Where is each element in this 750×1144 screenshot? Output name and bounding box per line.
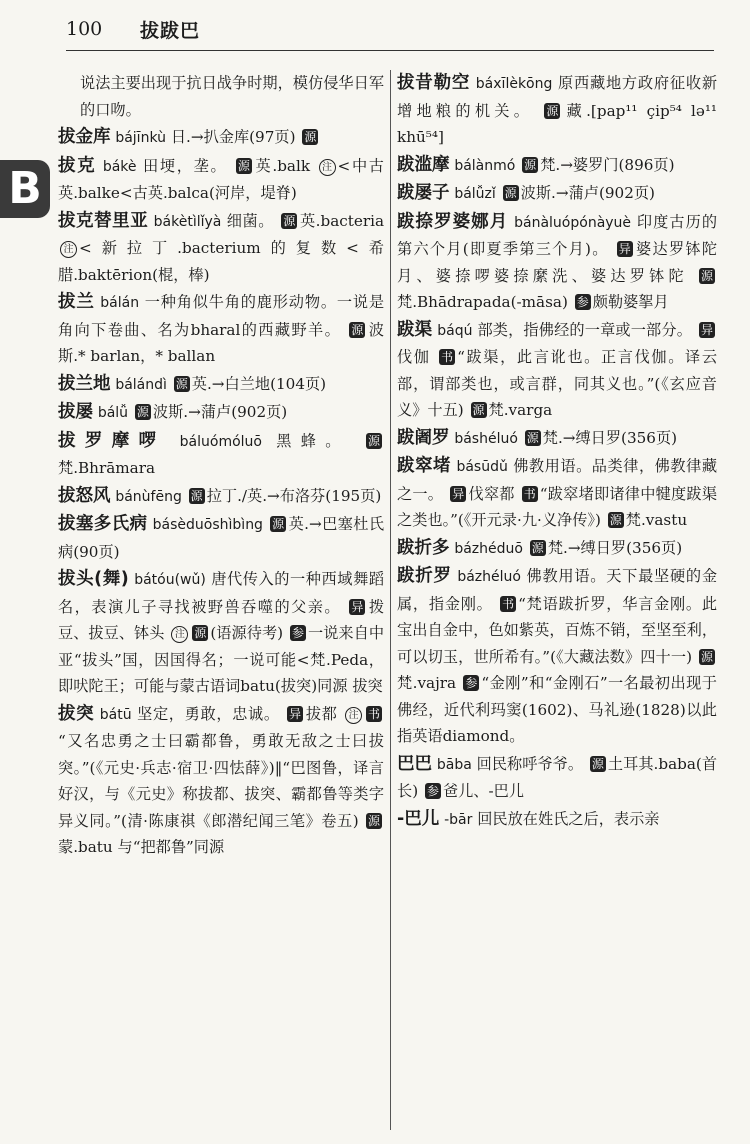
source-marker-icon: 源 (591, 756, 604, 771)
source-marker-icon: 异 (701, 322, 714, 337)
left-column (58, 70, 384, 862)
source-marker-icon: 源 (190, 488, 203, 503)
headword: 拔兰 (58, 292, 95, 312)
source-marker-icon: 源 (524, 157, 537, 172)
source-marker-icon: 书 (441, 350, 454, 364)
source-marker-icon: 源 (136, 405, 149, 419)
dictionary-entry (397, 425, 717, 453)
dictionary-entry (397, 563, 717, 750)
headword: 跋窣堵 (397, 456, 452, 476)
pinyin: bázhéluó (457, 569, 521, 585)
dictionary-entry (58, 511, 384, 565)
definition-text: 拔突 (352, 677, 383, 695)
definition-text: 一种角似牛角的鹿形动物。一说是角向下卷曲、名为bharal的西藏野羊。 (58, 293, 385, 339)
headword: -巴儿 (397, 808, 440, 829)
pinyin: bátū (99, 706, 132, 723)
headword: 拔怒风 (58, 485, 111, 506)
pinyin: -bār (444, 811, 473, 828)
source-marker-icon: 参 (465, 676, 478, 690)
source-marker-icon: 源 (504, 186, 517, 200)
definition-text: 回民放在姓氏之后，表示亲 (477, 809, 660, 828)
headword: 跋渠 (397, 319, 433, 340)
definition-text: “跋渠，此言讹也。正言伐伽。译云部，谓部类也，或言群，同其义也。”(《玄应音义》十五) (397, 348, 718, 419)
page-header (66, 14, 716, 50)
definition-text: 佛教用语。天下最坚硬的金属，指金刚。 (397, 567, 718, 613)
definition-text: 田埂，垄。 (143, 156, 228, 175)
source-marker-icon: 源 (546, 103, 559, 118)
source-marker-icon: 源 (700, 649, 713, 664)
definition-text: 梵.→婆罗门(896页) (540, 155, 675, 174)
headword: 跋捺罗婆娜月 (397, 211, 509, 232)
headword: 跋折罗 (397, 566, 452, 586)
pinyin: báxīlèkōng (475, 76, 553, 92)
headword: 拔罗摩啰 (58, 430, 166, 451)
running-head: 拔跋巴 (140, 20, 201, 42)
headword: 拔屡 (58, 402, 93, 422)
source-marker-icon: 源 (531, 540, 544, 555)
dictionary-entry (397, 180, 717, 208)
pinyin: bánùfēng (115, 488, 182, 505)
definition-text: 日.→扒金库(97页) (170, 128, 296, 146)
dictionary-entry (58, 371, 384, 399)
source-marker-icon: 书 (523, 486, 536, 501)
source-marker-icon: 异 (289, 706, 302, 721)
pinyin: bákètìlǐyà (153, 213, 222, 230)
headword: 跋折多 (397, 537, 450, 558)
pinyin: bánàluópónàyuè (514, 214, 632, 231)
header-rule (66, 50, 714, 51)
definition-text: 梵.Bhādrapada(-māsa) (397, 293, 568, 311)
source-marker-icon: 参 (426, 784, 439, 798)
dictionary-entry (397, 209, 717, 316)
note-circle-icon: 注 (345, 707, 362, 724)
note-circle-icon: 注 (171, 626, 188, 643)
dictionary-entry (397, 317, 717, 424)
dictionary-entry (58, 124, 384, 152)
column-divider (390, 70, 391, 1130)
headword: 跋屡子 (397, 183, 450, 203)
definition-text: 梵.varga (488, 401, 553, 419)
pinyin: bájīnkù (115, 130, 166, 146)
dictionary-entry (397, 806, 717, 834)
definition-text: 原西藏地方政府征收新增地粮的机关。 (397, 74, 718, 120)
definition-text: 波斯.→蒲卢(902页) (520, 184, 655, 202)
definition-text: 波斯.* barlan，* ballan (58, 320, 384, 365)
headword: 拔昔勒空 (397, 73, 471, 93)
pinyin: bálànmó (454, 157, 516, 174)
source-marker-icon: 异 (452, 486, 465, 501)
source-marker-icon: 源 (472, 403, 485, 417)
pinyin: bálándì (115, 376, 167, 393)
definition-text: “金刚”和“金刚石”一名最初出现于佛经，近代利玛窦(1602)、马礼逊(1828)以此指英语diamond。 (397, 674, 717, 745)
source-marker-icon: 源 (368, 433, 381, 448)
pinyin: bátóu(wǔ) (134, 572, 206, 588)
source-marker-icon: 源 (609, 513, 622, 527)
definition-text: 波斯.→蒲卢(902页) (152, 403, 288, 421)
pinyin: básèduōshìbìng (152, 517, 263, 533)
definition-text: “跋窣堵即诸律中犍度跋渠之类也。”(《开元录·九·义净传》) (397, 484, 718, 529)
dictionary-entry (58, 153, 384, 207)
headword: 跋阇罗 (397, 427, 450, 448)
definition-text: “梵语跋折罗，华言金刚。此宝出自金中，色如紫英，百炼不销，至坚至利，可以切玉，世所希有。”(《大藏法数》四十一) (397, 594, 718, 666)
source-marker-icon: 源 (175, 376, 188, 391)
definition-text: “又名忠勇之士曰霸都鲁，勇敢无敌之士曰拔突。”(《元史·兵志·宿卫·四怯薛》)‖“巴图鲁，译言好汉，与《元史》称拔都、拔突、霸都鲁等类字异义同。”(清·陈康祺《郎潜纪闻三笔》卷五) (58, 732, 384, 830)
headword: 跋滥摩 (397, 154, 450, 175)
dictionary-entry (397, 152, 717, 180)
dictionary-entry (58, 566, 384, 700)
pinyin: báqú (437, 322, 473, 339)
definition-text: 说法主要出现于抗日战争时期，模仿侵华日军的口吻。 (80, 74, 384, 119)
headword: 拔金库 (58, 127, 111, 147)
source-marker-icon: 异 (351, 599, 364, 614)
right-column (397, 70, 717, 834)
definition-text: 梵.Bhrāmara (58, 459, 156, 477)
pinyin: báluómóluō (179, 433, 262, 450)
source-marker-icon: 源 (351, 322, 364, 337)
headword: 巴巴 (397, 753, 433, 774)
source-marker-icon: 书 (502, 596, 515, 611)
dictionary-entry (58, 483, 384, 511)
note-circle-icon: 注 (60, 241, 77, 258)
source-marker-icon: 源 (194, 626, 207, 640)
definition-text: 土耳其.baba(首长) (397, 754, 718, 800)
definition-text: 与“把都鲁”同源 (117, 838, 225, 856)
source-marker-icon: 参 (576, 295, 589, 309)
definition-text: 蒙.batu (58, 838, 113, 856)
source-marker-icon: 异 (618, 242, 631, 256)
note-circle-icon: 注 (319, 159, 336, 176)
definition-text: 英.→白兰地(104页) (191, 374, 327, 393)
definition-text: 婆达罗钵陀月、婆捺啰婆捺縻洗、婆达罗钵陀 (397, 240, 718, 285)
definition-text: 拉丁./英.→布洛芬(195页) (206, 486, 382, 505)
definition-text: 坚定，勇敢，忠诚。 (137, 704, 280, 723)
definition-text: 梵.vajra (397, 674, 457, 692)
section-tab: B (0, 160, 50, 218)
definition-text: 黑蜂。 (276, 431, 350, 450)
pinyin: bákè (102, 158, 137, 175)
definition-text: 颇勒婆挐月 (592, 293, 669, 311)
definition-text: 藏.[pap¹¹ çip⁵⁴ lə¹¹ khū⁵⁴] (397, 101, 718, 146)
definition-text: 部类，指佛经的一章或一部分。 (477, 320, 693, 339)
definition-text: 梵.vastu (625, 511, 688, 529)
definition-text: <新拉丁.bacterium的复数<希腊.baktērion(棍，棒) (58, 239, 384, 284)
headword: 拔突 (58, 703, 95, 724)
definition-text: 佛教用语。品类律，佛教律藏之一。 (397, 457, 718, 503)
definition-text: 梵.→缚日罗(356页) (542, 428, 678, 447)
pinyin: bāba (436, 756, 472, 773)
headword: 拔塞多氏病 (58, 514, 148, 534)
pinyin: bálǚzǐ (454, 186, 496, 202)
dictionary-entry (58, 208, 384, 289)
source-marker-icon: 源 (368, 813, 381, 828)
definition-text: 细菌。 (226, 211, 274, 230)
source-marker-icon: 源 (283, 213, 296, 228)
headword: 拔头(舞) (58, 569, 129, 589)
definition-text: 英.bacteria (299, 211, 385, 230)
page-number: 100 (66, 18, 103, 40)
dictionary-entry (397, 453, 717, 534)
definition-text: 伐伽 (397, 348, 431, 366)
pinyin: básūdǔ (456, 459, 508, 475)
source-marker-icon: 参 (291, 626, 304, 640)
dictionary-entry (397, 70, 717, 151)
pinyin: bálǚ (97, 405, 129, 421)
pinyin: báshéluó (454, 430, 518, 447)
definition-text: 回民称呼爷爷。 (476, 754, 584, 773)
dictionary-entry (58, 428, 384, 482)
definition-text: 印度古历的第六个月(即夏季第三个月)。 (397, 212, 718, 258)
source-marker-icon: 源 (237, 158, 250, 173)
source-marker-icon: 源 (526, 430, 539, 445)
definition-text: 拨豆、拔豆、钵头 (58, 597, 385, 642)
definition-text: 伐窣都 (468, 484, 515, 503)
source-marker-icon: 源 (304, 130, 317, 144)
dictionary-entry (58, 399, 384, 427)
definition-text: 一说来自中亚“拔头”国，因国得名；一说可能<梵.Peda，即吠陀王；可能与蒙古语词batu(拔突)同源 (58, 624, 385, 695)
dictionary-entry (58, 70, 384, 123)
definition-text: 爸儿、-巴儿 (442, 782, 525, 800)
headword: 拔兰地 (58, 373, 111, 394)
dictionary-entry (397, 751, 717, 805)
definition-text: 唐代传入的一种西域舞蹈名，表演儿子寻找被野兽吞噬的父亲。 (58, 570, 385, 616)
dictionary-entry (58, 289, 384, 370)
pinyin: bálán (100, 295, 140, 311)
pinyin: bázhéduō (454, 540, 523, 557)
source-marker-icon: 源 (272, 517, 285, 531)
definition-text: 拔都 (305, 704, 338, 723)
dictionary-entry (58, 701, 384, 861)
definition-text: 英.→巴塞杜氏病(90页) (58, 515, 385, 561)
definition-text: 梵.→缚日罗(356页) (547, 538, 683, 557)
definition-text: 英.balk (253, 156, 311, 175)
source-marker-icon: 书 (368, 706, 381, 721)
headword: 拔克 (58, 155, 97, 176)
headword: 拔克替里亚 (58, 210, 149, 231)
definition-text: <中古英.balke<古英.balca(河岸，堤脊) (58, 156, 384, 202)
definition-text: (语源待考) (210, 624, 284, 642)
dictionary-entry (397, 535, 717, 563)
source-marker-icon: 源 (701, 268, 714, 283)
